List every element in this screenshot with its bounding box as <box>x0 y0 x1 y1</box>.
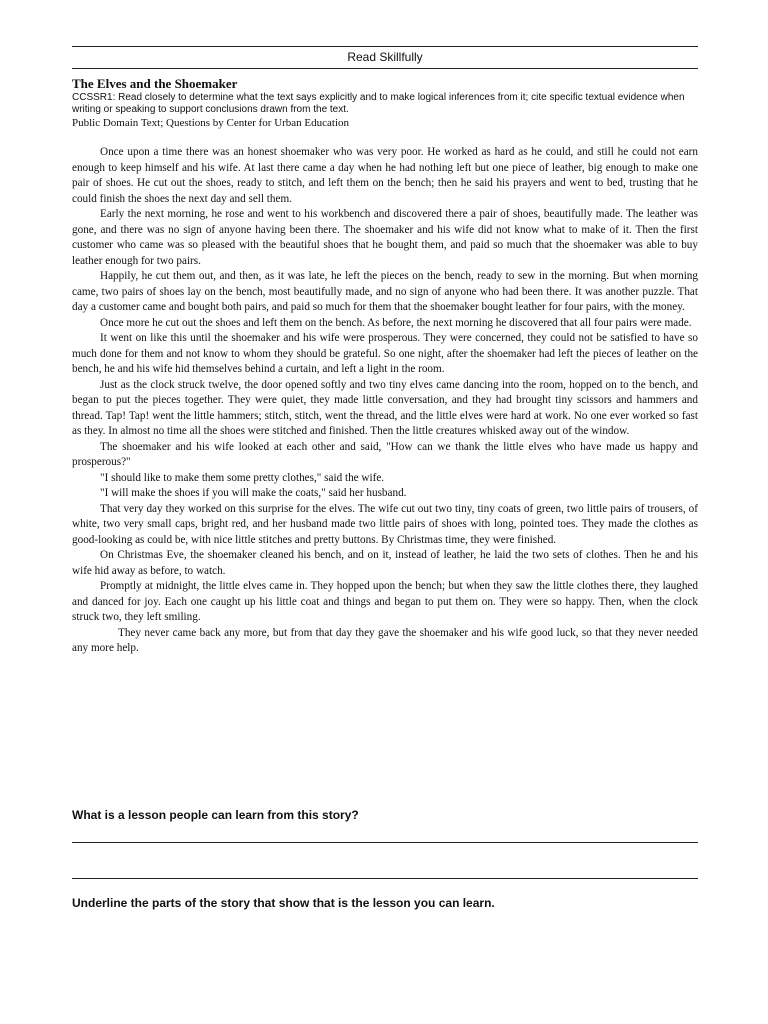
story-paragraph: Happily, he cut them out, and then, as it was late, he left the pieces on the bench, ready to sew in the morning. But when morning came, two pairs of shoes lay on the bench, most beautifully made, and no sign of anyone who had been there. It was another puzzle. That day a customer came and bought both pairs, and paid so much for them that the shoemaker bought leather for four pairs, with the money. <box>72 270 698 313</box>
story-paragraph: Early the next morning, he rose and went to his workbench and discovered there a pair of shoes, beautifully made. The leather was gone, and there was no sign of anyone having been there. The shoemaker and his wife did not know what to make of it. Then the first customer who came was so pleased with the beautiful shoes that he bought them, and paid so much that the shoemaker was able to buy leather enough for two pairs. <box>72 208 698 267</box>
header-title: Read Skillfully <box>347 50 423 64</box>
story-body <box>72 145 698 657</box>
answer-line[interactable] <box>72 878 698 879</box>
underline-instruction: Underline the parts of the story that show that is the lesson you can learn. <box>72 896 495 910</box>
story-paragraph: On Christmas Eve, the shoemaker cleaned his bench, and on it, instead of leather, he laid the two sets of clothes. Then he and his wife hid away as before, to watch. <box>72 549 698 577</box>
story-title: The Elves and the Shoemaker <box>72 76 238 91</box>
lesson-question: What is a lesson people can learn from this story? <box>72 808 359 822</box>
story-paragraph: Once upon a time there was an honest shoemaker who was very poor. He worked as hard as he could, and still he could not earn enough to keep himself and his wife. At last there came a day when he had nothing left but one piece of leather, big enough to make one pair of shoes. He cut out the shoes, ready to stitch, and left them on the bench; then he said his prayers and went to bed, trusting that he could finish the shoes the next day and sell them. <box>72 146 698 205</box>
standard-text: CCSSR1: Read closely to determine what the text says explicitly and to make logical inferences from it; cite specific textual evidence when writing or speaking to support conclusions drawn from the text. <box>72 92 685 115</box>
header-bottom-rule <box>72 68 698 69</box>
source-credit: Public Domain Text; Questions by Center for Urban Education <box>72 117 350 129</box>
story-paragraph: They never came back any more, but from that day they gave the shoemaker and his wife good luck, so that they never needed any more help. <box>72 626 698 654</box>
story-paragraph: It went on like this until the shoemaker and his wife were prosperous. They were concerned, they could not be satisfied to have so much done for them and not know to whom they should be grateful. So one night, after the shoemaker had left the pieces of leather on the bench, he and his wife hid themselves behind a curtain, and left a light in the room. <box>72 332 698 375</box>
story-paragraph: Promptly at midnight, the little elves came in. They hopped upon the bench; but when they saw the little clothes there, they laughed and danced for joy. Each one caught up his little coat and things and began to put them on. They were so happy. Then, when the clock struck two, they left smiling. <box>72 580 698 623</box>
story-paragraph: That very day they worked on this surprise for the elves. The wife cut out two tiny, tiny coats of green, two little pairs of trousers, of white, two very small caps, bright red, and her husband made two little pairs of shoes with long, pointed toes. They made the clothes as good-looking as could be, with nice little stitches and pretty buttons. By Christmas time, they were finished. <box>72 502 698 546</box>
answer-line[interactable] <box>72 842 698 843</box>
worksheet-page <box>72 46 698 657</box>
story-paragraph: Once more he cut out the shoes and left them on the bench. As before, the next morning he discovered that all four pairs were made. <box>100 316 692 329</box>
story-paragraph: "I will make the shoes if you will make the coats," said her husband. <box>100 487 407 499</box>
story-paragraph: The shoemaker and his wife looked at each other and said, "How can we thank the little elves who have made us happy and prosperous?" <box>72 440 698 468</box>
story-paragraph: Just as the clock struck twelve, the door opened softly and two tiny elves came dancing into the room, hopped on to the bench, and began to put the pieces together. They were quiet, they made little conversation, and they had brought tiny scissors and hammers and thread. Tap! Tap! went the little hammers; stitch, stitch, went the thread, and the little elves were hard at work. No one ever worked so fast as they. In almost no time all the shoes were stitched and finished. Then the little creatures whisked away out of the window. <box>72 378 698 437</box>
story-paragraph: "I should like to make them some pretty clothes," said the wife. <box>100 471 385 484</box>
